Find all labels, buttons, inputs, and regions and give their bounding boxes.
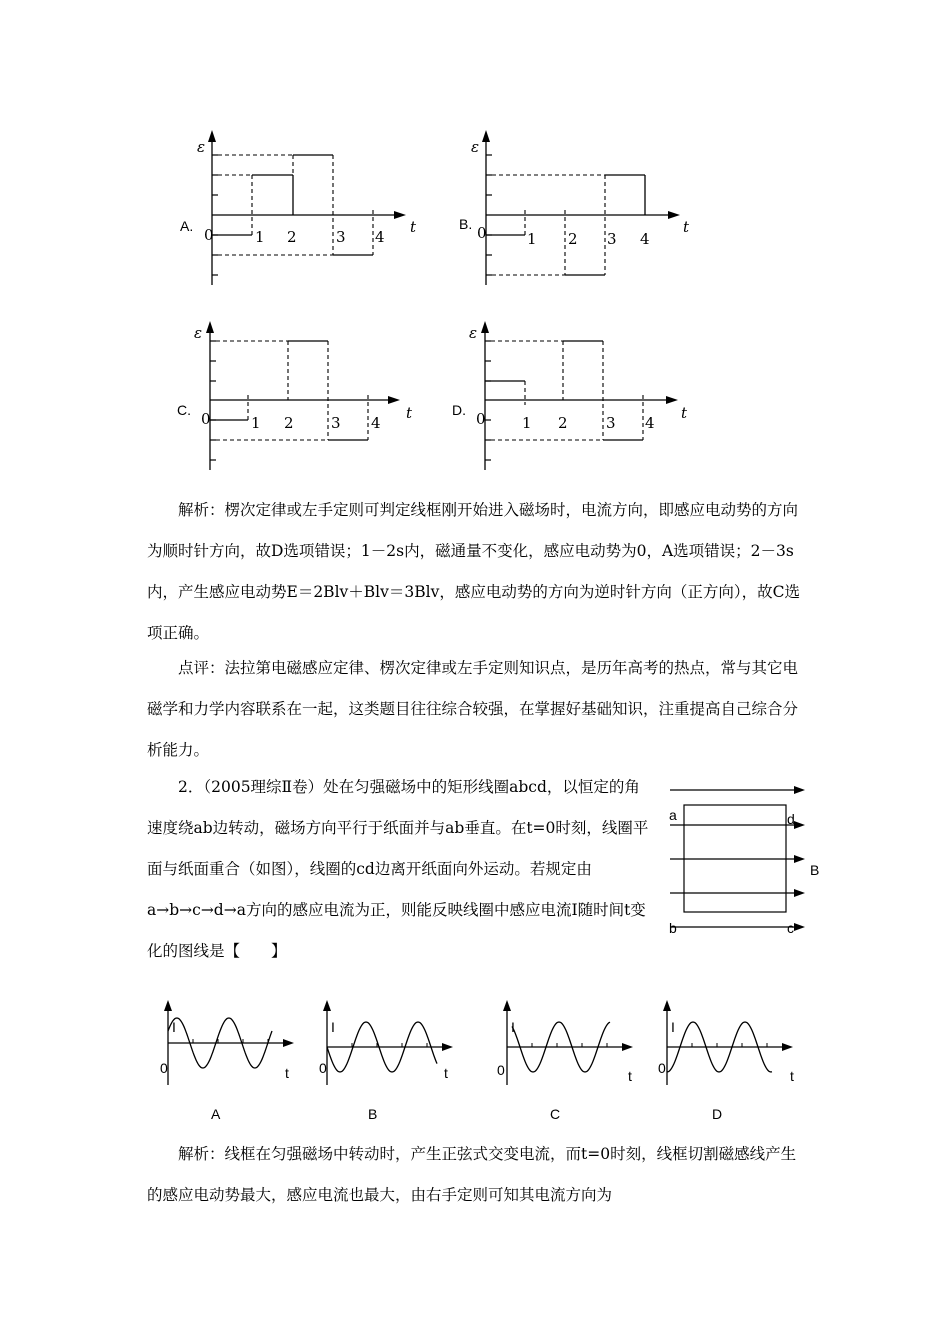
- svg-text:D: D: [712, 1106, 723, 1122]
- svg-text:3: 3: [331, 414, 341, 432]
- svg-text:2: 2: [558, 414, 568, 432]
- svg-text:3: 3: [607, 230, 617, 248]
- svg-text:0: 0: [201, 410, 211, 428]
- svg-text:t: t: [406, 404, 413, 422]
- question-2: 2．（2005理综Ⅱ卷）处在匀强磁场中的矩形线圈abcd，以恒定的角速度绕ab边转动，磁场方向平行于纸面并与ab垂直。在t=0时刻，线圈平面与纸面重合（如图），线圈的cd边离开纸面向外运动。若规定由a→b→c→d→a方向的感应电流为正，则能反映线圈中感应电流I随时间t变化的图线是【 】: [147, 778, 649, 960]
- svg-text:A.: A.: [180, 218, 194, 234]
- svg-text:0: 0: [477, 224, 487, 242]
- svg-text:ε: ε: [471, 138, 480, 156]
- svg-text:0: 0: [319, 1060, 327, 1076]
- sine-a-y-arrow: [164, 1000, 172, 1011]
- svg-text:t: t: [410, 218, 417, 236]
- svg-text:1: 1: [255, 228, 265, 246]
- svg-text:2: 2: [287, 228, 297, 246]
- svg-text:B.: B.: [459, 216, 473, 232]
- coil-diagram: [660, 775, 830, 940]
- svg-text:4: 4: [371, 414, 381, 432]
- analysis-2: 解析：线框在匀强磁场中转动时，产生正弦式交变电流，而t=0时刻，线框切割磁感线产生的感应电动势最大，感应电流也最大，由右手定则可知其电流方向为: [147, 1145, 797, 1204]
- svg-text:t: t: [681, 404, 688, 422]
- svg-text:1: 1: [522, 414, 532, 432]
- svg-text:t: t: [790, 1068, 794, 1084]
- sine-graph-C: [497, 1019, 632, 1122]
- sine-graph-B: [319, 1019, 448, 1122]
- svg-text:3: 3: [336, 228, 346, 246]
- graph-B: [459, 130, 690, 285]
- graph-D: [452, 321, 688, 470]
- svg-text:ε: ε: [194, 324, 203, 342]
- svg-text:1: 1: [527, 230, 537, 248]
- analysis-1: 解析：楞次定律或左手定则可判定线框刚开始进入磁场时，电流方向，即感应电动势的方向为顺时针方向，故D选项错误；1－2s内，磁通量不变化，感应电动势为0，A选项错误；2－3s内，产生感应电动势E＝2Blv＋Blv＝3Blv，感应电动势的方向为逆时针方向（正方向），故C选项正确。: [147, 501, 800, 642]
- sine-d-x-arrow: [782, 1043, 793, 1051]
- svg-text:0: 0: [160, 1060, 168, 1076]
- svg-text:D.: D.: [452, 402, 466, 418]
- svg-text:ε: ε: [469, 324, 478, 342]
- sine-c-y-arrow: [503, 1000, 511, 1011]
- svg-text:t: t: [628, 1068, 632, 1084]
- current-graphs: [0, 995, 950, 1130]
- svg-text:2: 2: [568, 230, 578, 248]
- svg-text:B: B: [368, 1106, 378, 1122]
- svg-text:4: 4: [375, 228, 385, 246]
- svg-text:I: I: [511, 1019, 515, 1035]
- sine-c-x-arrow: [622, 1043, 633, 1051]
- svg-text:d: d: [787, 811, 795, 827]
- svg-text:0: 0: [497, 1062, 505, 1078]
- svg-text:I: I: [172, 1019, 176, 1035]
- svg-text:c: c: [787, 920, 794, 936]
- svg-text:0: 0: [658, 1060, 666, 1076]
- svg-text:0: 0: [204, 226, 214, 244]
- emf-graphs: [0, 0, 950, 480]
- svg-text:3: 3: [606, 414, 616, 432]
- svg-text:4: 4: [640, 230, 650, 248]
- svg-text:I: I: [671, 1019, 675, 1035]
- svg-text:4: 4: [645, 414, 655, 432]
- graph-C: [177, 321, 413, 470]
- svg-text:b: b: [669, 920, 677, 936]
- sine-d-y-arrow: [663, 1000, 671, 1011]
- svg-text:C: C: [550, 1106, 561, 1122]
- sine-a-x-arrow: [283, 1039, 294, 1047]
- graph-A: [180, 130, 417, 285]
- svg-text:1: 1: [251, 414, 261, 432]
- svg-text:I: I: [331, 1019, 335, 1035]
- svg-text:C.: C.: [177, 402, 191, 418]
- sine-graph-A: [160, 1019, 289, 1122]
- svg-text:a: a: [669, 807, 677, 823]
- svg-text:t: t: [444, 1065, 448, 1081]
- svg-text:0: 0: [476, 410, 486, 428]
- sine-b-y-arrow: [323, 1000, 331, 1011]
- sine-b-x-arrow: [442, 1043, 453, 1051]
- svg-text:t: t: [683, 218, 690, 236]
- svg-text:ε: ε: [197, 138, 206, 156]
- sine-graph-D: [658, 1019, 794, 1122]
- svg-text:A: A: [211, 1106, 221, 1122]
- svg-text:2: 2: [284, 414, 294, 432]
- svg-text:t: t: [285, 1065, 289, 1081]
- svg-text:B: B: [810, 862, 820, 878]
- comment-1: 点评：法拉第电磁感应定律、楞次定律或左手定则知识点，是历年高考的热点，常与其它电磁学和力学内容联系在一起，这类题目往往综合较强，在掌握好基础知识，注重提高自己综合分析能力。: [147, 659, 799, 759]
